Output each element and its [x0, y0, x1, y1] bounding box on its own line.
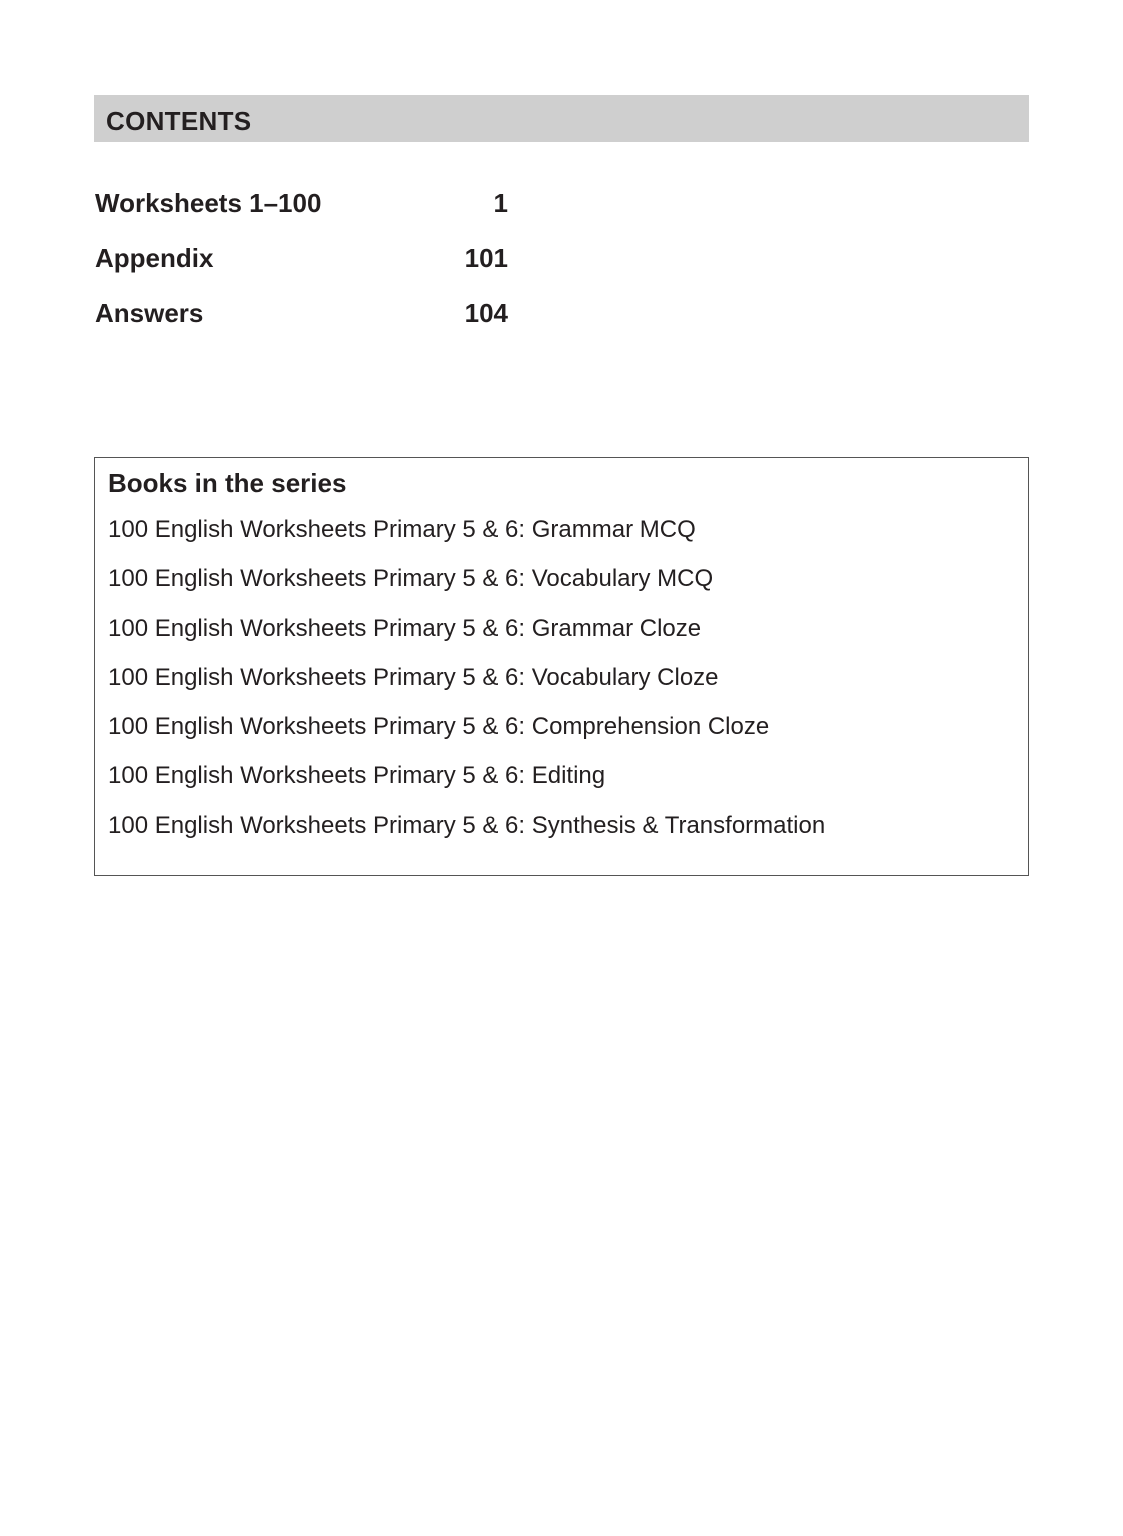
list-item: 100 English Worksheets Primary 5 & 6: Grammar MCQ [108, 516, 696, 543]
toc-entry-label: Answers [95, 298, 204, 328]
books-in-series-box [94, 457, 1029, 876]
list-item: 100 English Worksheets Primary 5 & 6: Vocabulary MCQ [108, 565, 714, 593]
series-title: Books in the series [108, 468, 347, 498]
list-item: 100 English Worksheets Primary 5 & 6: Synthesis & Transformation [108, 811, 826, 839]
toc-entry-answers [94, 292, 514, 347]
page-title: CONTENTS [106, 105, 252, 136]
toc-entry-page: 104 [464, 298, 508, 328]
series-list [108, 514, 1015, 859]
list-item: 100 English Worksheets Primary 5 & 6: Comprehension Cloze [108, 713, 770, 741]
list-item: 100 English Worksheets Primary 5 & 6: Vocabulary Cloze [108, 663, 719, 691]
toc-entry-page: 101 [464, 243, 508, 273]
toc-entry-page: 1 [493, 188, 508, 218]
table-of-contents [94, 182, 514, 347]
list-item: 100 English Worksheets Primary 5 & 6: Editing [108, 762, 606, 790]
toc-entry-appendix [94, 237, 514, 292]
toc-entry-worksheets [94, 182, 514, 237]
list-item: 100 English Worksheets Primary 5 & 6: Grammar Cloze [108, 614, 702, 642]
contents-header [94, 95, 1029, 142]
toc-entry-label: Worksheets 1–100 [95, 188, 322, 218]
toc-entry-label: Appendix [95, 243, 214, 273]
